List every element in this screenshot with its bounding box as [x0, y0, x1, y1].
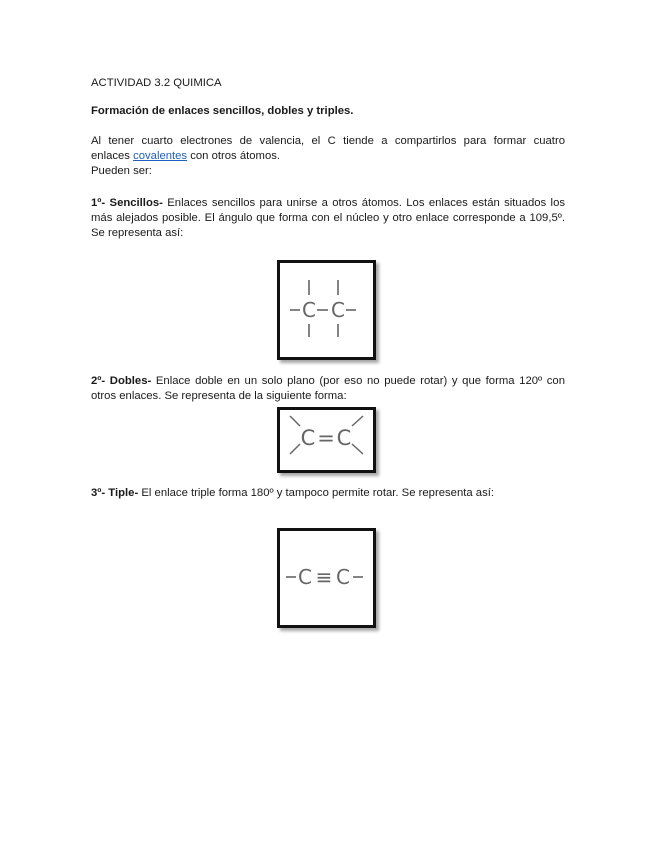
triple-bond-figure: [277, 528, 376, 628]
section-2-line-1: [91, 374, 565, 389]
section-2-text: Enlace doble en un solo plano (por eso no puede rotar) y que forma 120º con: [151, 375, 565, 387]
triple-bond-symbol: ≡: [315, 565, 333, 589]
double-bond-diagram: [280, 410, 373, 470]
section-3-label: 3º- Tiple-: [91, 487, 139, 499]
intro-line-2: [91, 149, 565, 164]
carbon-atom-1: C: [302, 298, 316, 322]
section-3-text: El enlace triple forma 180º y tampoco permite rotar. Se representa así:: [138, 487, 494, 499]
carbon-atom-2: C: [336, 426, 352, 450]
intro-line-1: Al tener cuarto electrones de valencia, el C tiende a compartirlos para formar cuatro: [91, 135, 565, 147]
carbon-atom-2: C: [336, 565, 350, 589]
single-bond-diagram: [280, 263, 373, 357]
intro-text: enlaces: [91, 150, 134, 162]
single-bond-figure: [277, 260, 376, 360]
carbon-atom-2: C: [331, 298, 345, 322]
intro-text-end: con otros átomos.: [187, 150, 281, 162]
document-subtitle: Formación de enlaces sencillos, dobles y triples.: [91, 105, 354, 117]
section-1-text: Enlaces sencillos para unirse a otros átomos. Los enlaces están situados los: [162, 197, 566, 209]
carbon-atom-1: C: [300, 426, 316, 450]
section-2-label: 2º- Dobles-: [91, 375, 152, 387]
section-3-line-1: [91, 486, 565, 501]
carbon-atom-1: C: [298, 565, 312, 589]
covalentes-link[interactable]: covalentes: [133, 150, 188, 162]
section-1-line-1: [91, 196, 565, 211]
section-dobles: [91, 374, 565, 404]
section-1-label: 1º- Sencillos-: [91, 197, 163, 209]
double-bond-figure: [277, 407, 376, 473]
section-2-line-2: otros enlaces. Se representa de la siguiente forma:: [91, 390, 347, 402]
double-bond-symbol: =: [317, 426, 335, 450]
section-triple: [91, 486, 565, 501]
document-title: ACTIVIDAD 3.2 QUIMICA: [91, 77, 222, 89]
section-1-line-3: Se representa así:: [91, 227, 184, 239]
section-sencillos: [91, 196, 565, 241]
intro-paragraph: [91, 134, 565, 179]
intro-line-3: Pueden ser:: [91, 165, 152, 177]
triple-bond-diagram: [280, 531, 373, 625]
section-1-line-2: más alejados posible. El ángulo que forma con el núcleo y otro enlace corresponde a 109,5º.: [91, 212, 565, 224]
